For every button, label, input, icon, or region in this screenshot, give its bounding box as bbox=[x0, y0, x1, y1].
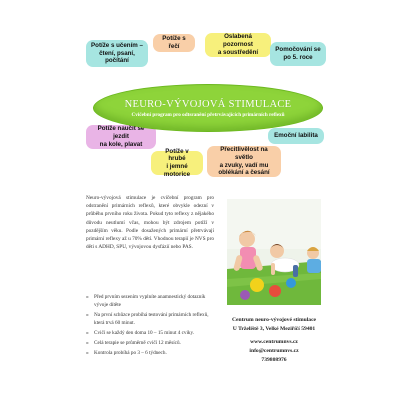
bubble-emotions-text: Emoční labilita bbox=[274, 132, 318, 140]
bubble-attention bbox=[205, 33, 271, 57]
title-ellipse bbox=[93, 84, 323, 132]
photo-illustration bbox=[227, 199, 321, 305]
list-item: » Celá terapie se průměrně cvičí 12 měsíců. bbox=[86, 339, 218, 347]
contact-email[interactable]: info@centrumnvs.cz bbox=[249, 347, 299, 354]
page-subtitle: Cvičební program pro odtsranění přetrvávajících primárních reflexů bbox=[131, 111, 285, 118]
list-item: » Před prvním sezením vyplníte anamnestický dotazník vývoje dítěte bbox=[86, 293, 218, 310]
contact-name: Centrum neuro-vývojové stimulace bbox=[231, 317, 317, 323]
bubble-sensitivity-text: Přecitlivělost na světlo a zvuky, vadí mu oblékání a česání bbox=[218, 146, 270, 177]
bubble-sensitivity bbox=[207, 146, 281, 177]
children-playing-photo bbox=[227, 199, 321, 305]
list-item: » Cvičí se každý den doma 10 – 15 minut 4 cviky. bbox=[86, 329, 218, 337]
page-title: NEURO-VÝVOJOVÁ STIMULACE bbox=[124, 98, 292, 110]
info-list bbox=[86, 293, 218, 359]
contact-phone: 739808976 bbox=[261, 356, 287, 363]
bubble-motor bbox=[151, 147, 203, 178]
bubble-emotions bbox=[268, 128, 324, 144]
bubble-cycling-text: Potíže naučit se jezdit na kole, plavat bbox=[97, 125, 145, 148]
contact-address: U Trželiště 3, Velké Meziříčí 59401 bbox=[232, 325, 316, 332]
bubble-speech-text: Potíže s řečí bbox=[162, 35, 186, 50]
bubble-bedwetting bbox=[270, 42, 326, 66]
bubble-speech bbox=[153, 34, 195, 52]
bubble-motor-text: Potíže v hrubé i jemné motorice bbox=[163, 147, 191, 178]
list-item: » Na první schůzce probíhá testování primárních reflexů, která trvá 60 minut. bbox=[86, 311, 218, 328]
list-item: » Kontrola probíhá po 3 – 6 týdnech. bbox=[86, 349, 218, 357]
bubble-cycling bbox=[86, 125, 156, 149]
bubble-learning-text: Potíže s učením – čtení, psaní, počítání bbox=[91, 41, 143, 65]
contact-block bbox=[216, 316, 332, 364]
bubble-bedwetting-text: Pomočování se po 5. roce bbox=[275, 46, 321, 61]
bubble-learning bbox=[86, 40, 148, 67]
contact-web[interactable]: www.centrumnvs.cz bbox=[250, 339, 298, 346]
intro-text bbox=[86, 194, 214, 251]
intro-paragraph: Neuro-vývojová stimulace je cvičební program pro odstranění primárních reflexů, které obvykle odezní v průběhu prvního roku života. Pokud tyto reflexy z nějakého důvodu neutlumí včas, mohou být zdrojem potíží v pozdějším věku. Podle dosažených primární přetrvávají primární reflexy až u 70% dětí. Vhodnou terapií je NVS pro děti s ADHD, SPU, vývojovou dysfázií nebo PAS. bbox=[86, 195, 214, 251]
bubble-attention-text: Oslabená pozornost a soustředění bbox=[217, 33, 259, 56]
